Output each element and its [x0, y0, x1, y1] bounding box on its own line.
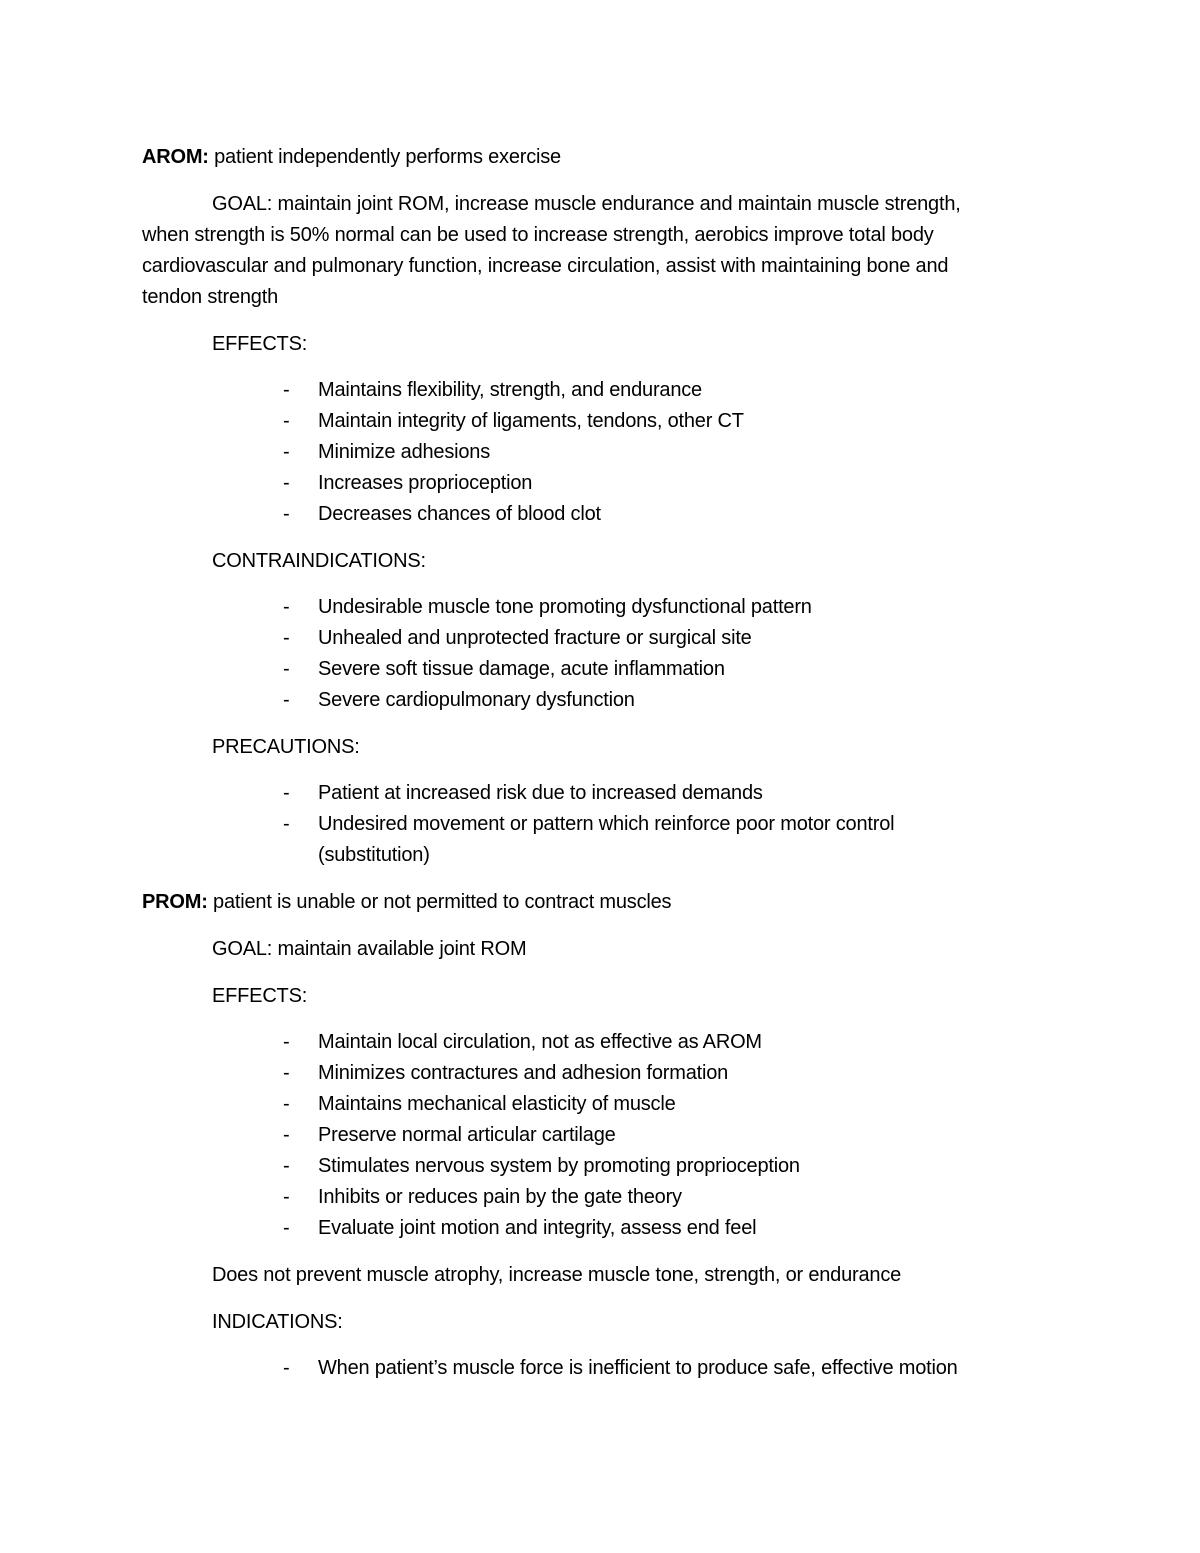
prom-effect-item: Stimulates nervous system by promoting proprioception	[318, 1155, 800, 1177]
prom-effect-item: Preserve normal articular cartilage	[318, 1124, 616, 1146]
arom-goal-line: tendon strength	[142, 286, 278, 308]
prom-term: PROM:	[142, 891, 208, 913]
arom-definition-line	[142, 145, 561, 169]
prom-effect-item: Evaluate joint motion and integrity, assess end feel	[318, 1217, 757, 1239]
prom-definition-line	[142, 890, 671, 914]
arom-term: AROM:	[142, 146, 209, 168]
bullet-dash: -	[283, 472, 290, 494]
arom-effect-item: Decreases chances of blood clot	[318, 503, 601, 525]
prom-effect-item: Minimizes contractures and adhesion formation	[318, 1062, 729, 1084]
arom-effect-item: Maintains flexibility, strength, and endurance	[318, 379, 702, 401]
bullet-dash: -	[283, 596, 290, 618]
arom-goal-line: cardiovascular and pulmonary function, increase circulation, assist with maintaining bone and	[142, 255, 949, 277]
prom-definition: patient is unable or not permitted to contract muscles	[207, 891, 672, 913]
bullet-dash: -	[283, 658, 290, 680]
prom-effect-item: Maintains mechanical elasticity of muscle	[318, 1093, 676, 1115]
bullet-dash: -	[283, 813, 290, 835]
bullet-dash: -	[283, 627, 290, 649]
bullet-dash: -	[283, 689, 290, 711]
arom-effect-item: Maintain integrity of ligaments, tendons, other CT	[318, 410, 744, 432]
bullet-dash: -	[283, 1093, 290, 1115]
prom-indications-heading: INDICATIONS:	[212, 1311, 343, 1333]
arom-precautions-heading: PRECAUTIONS:	[212, 736, 360, 758]
bullet-dash: -	[283, 1186, 290, 1208]
arom-contraindication-item: Severe soft tissue damage, acute inflammation	[318, 658, 725, 680]
arom-effect-item: Minimize adhesions	[318, 441, 491, 463]
arom-effect-item: Increases proprioception	[318, 472, 533, 494]
arom-contraindication-item: Severe cardiopulmonary dysfunction	[318, 689, 635, 711]
bullet-dash: -	[283, 1217, 290, 1239]
bullet-dash: -	[283, 1031, 290, 1053]
arom-precaution-item: Patient at increased risk due to increased demands	[318, 782, 763, 804]
arom-effects-heading: EFFECTS:	[212, 333, 308, 355]
bullet-dash: -	[283, 503, 290, 525]
prom-note: Does not prevent muscle atrophy, increase muscle tone, strength, or endurance	[212, 1264, 902, 1286]
arom-contraindications-heading: CONTRAINDICATIONS:	[212, 550, 426, 572]
bullet-dash: -	[283, 441, 290, 463]
arom-definition: patient independently performs exercise	[208, 146, 561, 168]
arom-precaution-item: Undesired movement or pattern which reinforce poor motor control	[318, 813, 895, 835]
arom-contraindication-item: Unhealed and unprotected fracture or surgical site	[318, 627, 752, 649]
arom-goal-first-line: GOAL: maintain joint ROM, increase muscle endurance and maintain muscle strength,	[212, 193, 961, 215]
arom-precaution-continuation: (substitution)	[318, 844, 430, 866]
arom-goal-line: when strength is 50% normal can be used to increase strength, aerobics improve total body	[142, 224, 934, 246]
prom-effects-heading: EFFECTS:	[212, 985, 308, 1007]
bullet-dash: -	[283, 1062, 290, 1084]
prom-indication-item: When patient’s muscle force is inefficient to produce safe, effective motion	[318, 1357, 958, 1379]
prom-effect-item: Maintain local circulation, not as effective as AROM	[318, 1031, 762, 1053]
bullet-dash: -	[283, 1155, 290, 1177]
bullet-dash: -	[283, 782, 290, 804]
bullet-dash: -	[283, 410, 290, 432]
bullet-dash: -	[283, 379, 290, 401]
prom-effect-item: Inhibits or reduces pain by the gate theory	[318, 1186, 682, 1208]
arom-contraindication-item: Undesirable muscle tone promoting dysfunctional pattern	[318, 596, 812, 618]
bullet-dash: -	[283, 1124, 290, 1146]
prom-goal: GOAL: maintain available joint ROM	[212, 938, 527, 960]
bullet-dash: -	[283, 1357, 290, 1379]
